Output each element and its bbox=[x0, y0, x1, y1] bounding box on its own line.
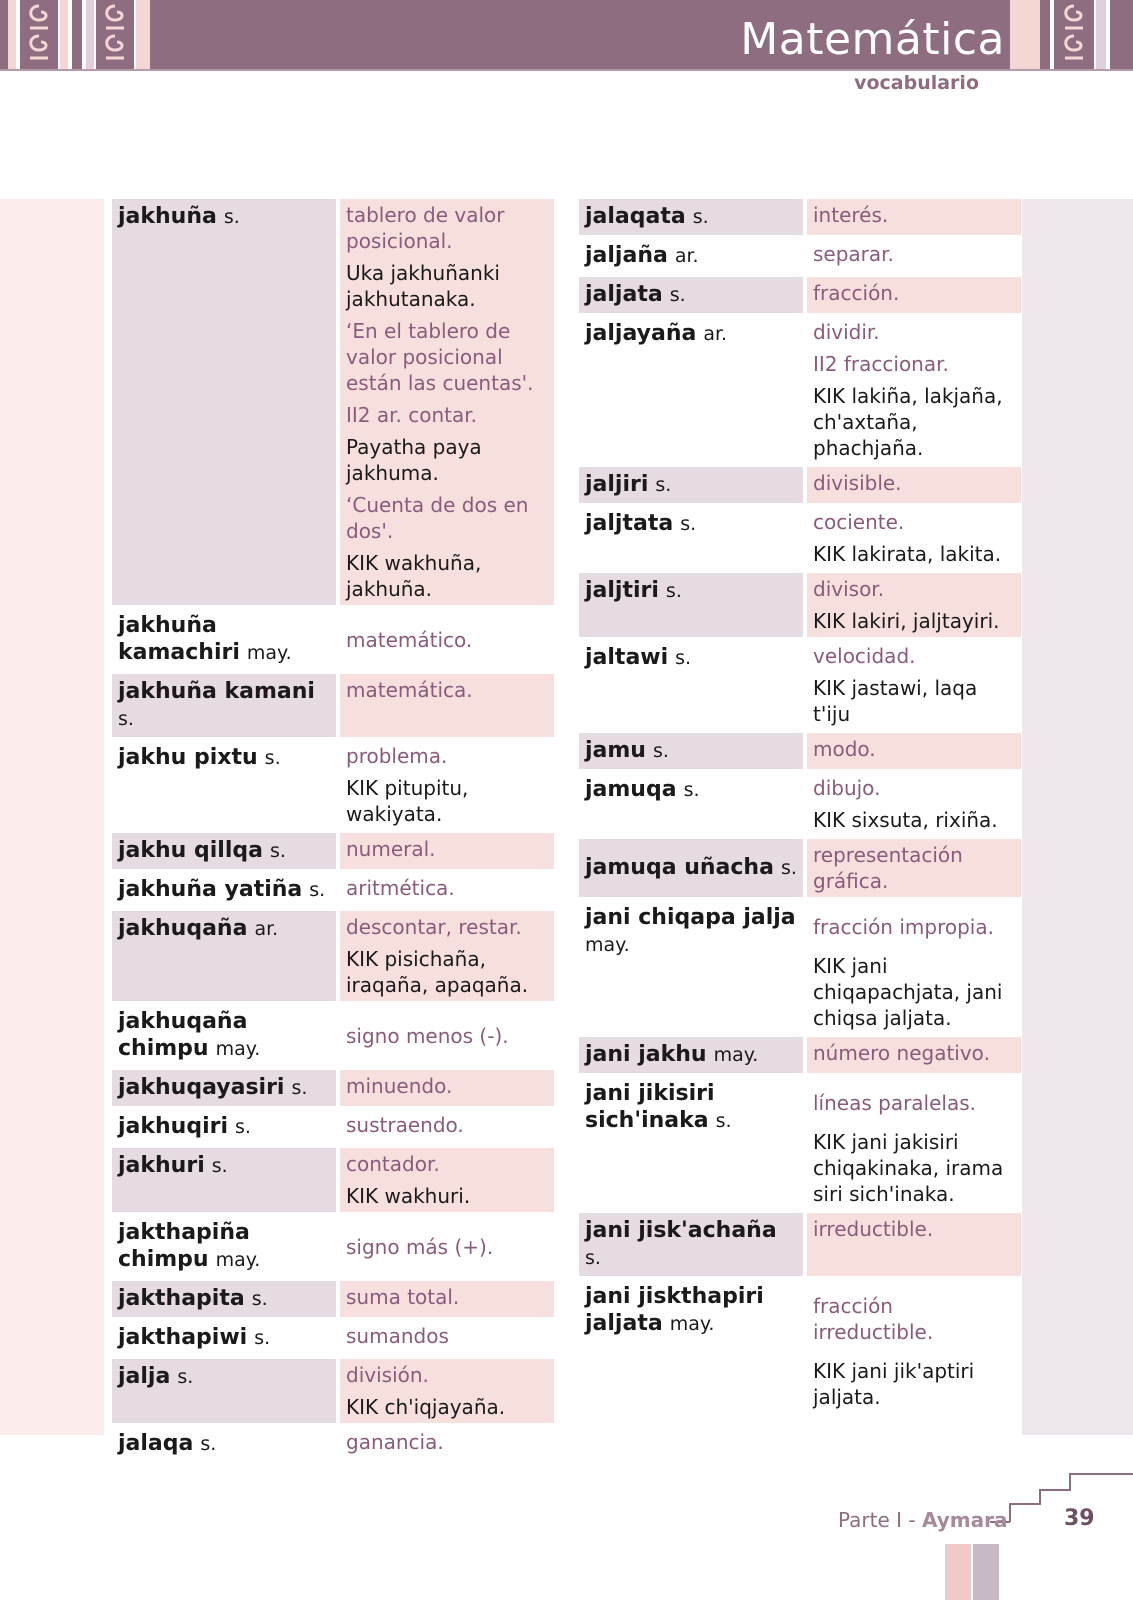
glossary-entry bbox=[579, 238, 1021, 274]
definition: signo menos (-). bbox=[346, 1023, 509, 1048]
synonyms: KIK wakhuri. bbox=[346, 1184, 471, 1208]
synonyms: KIK sixsuta, rixiña. bbox=[813, 808, 998, 832]
glossary-entry bbox=[112, 1359, 554, 1423]
synonyms: KIK lakiri, jaljtayiri. bbox=[813, 609, 1000, 633]
entry-term bbox=[112, 833, 336, 869]
definition: división. bbox=[346, 1363, 429, 1387]
entry-definitions bbox=[807, 506, 1021, 570]
entry-term bbox=[112, 199, 336, 605]
glossary-entry bbox=[579, 1037, 1021, 1073]
part-of-speech: s. bbox=[655, 474, 672, 496]
glossary-entry bbox=[112, 872, 554, 908]
definition: II2 fraccionar. bbox=[813, 352, 949, 376]
definition: dividir. bbox=[813, 320, 880, 344]
entry-definitions bbox=[807, 277, 1021, 313]
entry-term bbox=[579, 733, 803, 769]
entry-definitions bbox=[807, 900, 1021, 1034]
entry-term bbox=[112, 674, 336, 737]
entry-term bbox=[112, 1148, 336, 1212]
part-of-speech: may. bbox=[585, 934, 630, 956]
entry-definitions bbox=[340, 1320, 554, 1356]
entry-term bbox=[112, 1070, 336, 1106]
term-word: jalaqa bbox=[118, 1431, 194, 1456]
part-of-speech: s. bbox=[309, 879, 326, 901]
definition: matemático. bbox=[346, 627, 473, 652]
entry-definitions bbox=[340, 740, 554, 830]
part-of-speech: may. bbox=[246, 642, 292, 664]
definition: líneas paralelas. bbox=[813, 1091, 977, 1115]
term-word: jakhu pixtu bbox=[118, 745, 258, 770]
definition: tablero de valor posicional. bbox=[346, 203, 505, 253]
entry-term bbox=[112, 872, 336, 908]
definition: problema. bbox=[346, 744, 448, 768]
entry-term bbox=[112, 608, 336, 671]
term-word: jakhuqaña chimpu bbox=[118, 1009, 248, 1061]
term-word: jani chiqapa jalja bbox=[585, 905, 796, 930]
glossary-entry bbox=[112, 1070, 554, 1106]
glossary-entry bbox=[112, 1281, 554, 1317]
glossary-entry bbox=[579, 1076, 1021, 1210]
header-stripe bbox=[1096, 0, 1106, 70]
footer-stripe bbox=[945, 1544, 971, 1600]
definition: sustraendo. bbox=[346, 1113, 464, 1137]
footer-stairs-icon bbox=[990, 1468, 1133, 1600]
vocabulary-column-left bbox=[112, 199, 554, 1465]
definition: II2 ar. contar. bbox=[346, 403, 477, 427]
example-translation: ‘En el tablero de valor posicional están las cuentas'. bbox=[346, 319, 534, 395]
header-stripe bbox=[136, 0, 150, 70]
part-of-speech: s. bbox=[291, 1077, 308, 1099]
footer-section bbox=[838, 1508, 1007, 1532]
term-word: jakhuña kamani bbox=[118, 679, 315, 704]
glossary-entry bbox=[579, 772, 1021, 836]
definition: representación gráfica. bbox=[813, 843, 963, 893]
term-word: jakthapiwi bbox=[118, 1325, 248, 1350]
term-word: jamuqa bbox=[585, 777, 677, 802]
part-of-speech: may. bbox=[713, 1044, 759, 1066]
page-subtitle: vocabulario bbox=[854, 72, 979, 94]
definition: ganancia. bbox=[346, 1430, 444, 1454]
term-word: jalja bbox=[118, 1364, 171, 1389]
definition: fracción irreductible. bbox=[813, 1294, 934, 1344]
footer-stripe bbox=[973, 1544, 999, 1600]
definition: velocidad. bbox=[813, 644, 916, 668]
example-translation: ‘Cuenta de dos en dos'. bbox=[346, 493, 529, 543]
synonyms: KIK wakhuña, jakhuña. bbox=[346, 551, 482, 601]
term-word: jaljtiri bbox=[585, 578, 659, 603]
entry-definitions bbox=[340, 1109, 554, 1145]
part-of-speech: s. bbox=[780, 857, 797, 879]
part-of-speech: s. bbox=[680, 513, 697, 535]
part-of-speech: s. bbox=[692, 206, 709, 228]
part-of-speech: s. bbox=[177, 1366, 194, 1388]
glossary-entry bbox=[112, 674, 554, 737]
entry-definitions bbox=[340, 608, 554, 671]
entry-term bbox=[579, 839, 803, 897]
part-of-speech: s. bbox=[585, 1247, 601, 1269]
entry-definitions bbox=[340, 833, 554, 869]
synonyms: KIK lakiña, lakjaña, ch'axtaña, phachjaña. bbox=[813, 384, 1003, 460]
part-of-speech: may. bbox=[215, 1038, 261, 1060]
definition: contador. bbox=[346, 1152, 440, 1176]
definition: fracción. bbox=[813, 281, 900, 305]
example-sentence: Payatha paya jakhuma. bbox=[346, 435, 482, 485]
term-word: jaljtata bbox=[585, 511, 674, 536]
entry-term bbox=[579, 1076, 803, 1210]
glossary-entry bbox=[579, 900, 1021, 1034]
entry-definitions bbox=[807, 316, 1021, 464]
header-stripe bbox=[0, 0, 8, 70]
part-of-speech: s. bbox=[211, 1155, 228, 1177]
header-stripe bbox=[1010, 0, 1040, 70]
part-of-speech: s. bbox=[235, 1116, 251, 1138]
term-word: jakhuqiri bbox=[118, 1114, 229, 1139]
definition: matemática. bbox=[346, 678, 473, 702]
entry-term bbox=[579, 506, 803, 570]
term-word: jalaqata bbox=[585, 204, 686, 229]
term-word: jamuqa uñacha bbox=[585, 855, 774, 880]
left-margin-band bbox=[0, 199, 104, 1435]
glossary-entry bbox=[112, 1426, 554, 1462]
term-word: jakhuqaña bbox=[118, 916, 248, 941]
entry-definitions bbox=[340, 199, 554, 605]
definition: minuendo. bbox=[346, 1074, 453, 1098]
entry-term bbox=[112, 1215, 336, 1278]
example-sentence: Uka jakhuñanki jakhutanaka. bbox=[346, 261, 500, 311]
entry-definitions bbox=[807, 1279, 1021, 1413]
glossary-entry bbox=[112, 1004, 554, 1067]
entry-term bbox=[579, 772, 803, 836]
entry-term bbox=[579, 316, 803, 464]
header-rule bbox=[0, 69, 1133, 71]
entry-term bbox=[579, 467, 803, 503]
term-word: jakhuña bbox=[118, 204, 217, 229]
entry-definitions bbox=[340, 911, 554, 1001]
entry-definitions bbox=[340, 1215, 554, 1278]
glossary-entry bbox=[112, 1109, 554, 1145]
entry-definitions bbox=[340, 1426, 554, 1462]
entry-term bbox=[579, 1037, 803, 1073]
definition: separar. bbox=[813, 242, 894, 266]
entry-term bbox=[579, 1213, 803, 1276]
term-word: jakthapita bbox=[118, 1286, 245, 1311]
page-number: 39 bbox=[1064, 1506, 1095, 1531]
entry-term bbox=[112, 1359, 336, 1423]
entry-term bbox=[112, 1109, 336, 1145]
header-stripe bbox=[1110, 0, 1133, 70]
glossary-entry bbox=[579, 467, 1021, 503]
term-word: jakhuña kamachiri bbox=[118, 613, 240, 665]
synonyms: KIK pisichaña, iraqaña, apaqaña. bbox=[346, 947, 529, 997]
entry-term bbox=[579, 277, 803, 313]
entry-term bbox=[112, 911, 336, 1001]
entry-definitions bbox=[807, 772, 1021, 836]
term-word: jani jiskthapiri jaljata bbox=[585, 1284, 764, 1336]
synonyms: KIK lakirata, lakita. bbox=[813, 542, 1002, 566]
entry-term bbox=[579, 238, 803, 274]
entry-term bbox=[579, 573, 803, 637]
part-of-speech: s. bbox=[269, 840, 286, 862]
glossary-entry bbox=[579, 506, 1021, 570]
term-word: jaljiri bbox=[585, 472, 649, 497]
definition: descontar, restar. bbox=[346, 915, 522, 939]
term-word: jamu bbox=[585, 738, 646, 763]
entry-definitions bbox=[807, 733, 1021, 769]
glossary-entry bbox=[112, 911, 554, 1001]
definition: signo más (+). bbox=[346, 1234, 494, 1259]
term-word: jakhuqayasiri bbox=[118, 1075, 285, 1100]
glossary-entry bbox=[579, 1279, 1021, 1413]
entry-definitions bbox=[340, 872, 554, 908]
part-of-speech: s. bbox=[652, 740, 669, 762]
term-word: jakthapiña chimpu bbox=[118, 1220, 250, 1272]
term-word: jani jikisiri sich'inaka bbox=[585, 1081, 715, 1133]
synonyms: KIK jani jakisiri chiqakinaka, irama siri sich'inaka. bbox=[813, 1130, 1004, 1206]
definition: cociente. bbox=[813, 510, 905, 534]
definition: modo. bbox=[813, 737, 876, 761]
entry-term bbox=[579, 199, 803, 235]
header-ornament bbox=[1054, 0, 1094, 70]
page-title: Matemática bbox=[740, 14, 1005, 65]
definition: divisible. bbox=[813, 471, 902, 495]
entry-definitions bbox=[807, 1076, 1021, 1210]
definition: divisor. bbox=[813, 577, 885, 601]
part-of-speech: s. bbox=[669, 284, 686, 306]
term-word: jaljayaña bbox=[585, 321, 697, 346]
entry-term bbox=[579, 900, 803, 1034]
vocabulary-column-right bbox=[579, 199, 1021, 1416]
entry-term bbox=[112, 1281, 336, 1317]
glossary-entry bbox=[112, 199, 554, 605]
part-of-speech: s. bbox=[675, 647, 692, 669]
entry-definitions bbox=[807, 573, 1021, 637]
entry-definitions bbox=[807, 1037, 1021, 1073]
header-stripe bbox=[8, 0, 16, 70]
part-of-speech: s. bbox=[251, 1288, 268, 1310]
glossary-entry bbox=[579, 573, 1021, 637]
part-of-speech: s. bbox=[223, 206, 240, 228]
glossary-entry bbox=[579, 199, 1021, 235]
glossary-entry bbox=[112, 740, 554, 830]
glossary-entry bbox=[579, 1213, 1021, 1276]
part-of-speech: ar. bbox=[674, 245, 699, 267]
definition: suma total. bbox=[346, 1285, 460, 1309]
term-word: jaltawi bbox=[585, 645, 669, 670]
part-of-speech: s. bbox=[200, 1433, 217, 1455]
entry-term bbox=[579, 1279, 803, 1413]
right-margin-band bbox=[1022, 199, 1133, 1435]
entry-definitions bbox=[340, 1359, 554, 1423]
entry-definitions bbox=[340, 1281, 554, 1317]
part-of-speech: may. bbox=[669, 1313, 715, 1335]
glossary-entry bbox=[112, 1320, 554, 1356]
header-stripe bbox=[60, 0, 68, 70]
glossary-entry bbox=[579, 733, 1021, 769]
part-of-speech: may. bbox=[215, 1249, 261, 1271]
term-word: jaljaña bbox=[585, 243, 668, 268]
definition: interés. bbox=[813, 203, 889, 227]
definition: dibujo. bbox=[813, 776, 881, 800]
header-stripe bbox=[86, 0, 94, 70]
synonyms: KIK jani jik'aptiri jaljata. bbox=[813, 1359, 975, 1409]
glossary-entry bbox=[579, 277, 1021, 313]
term-word: jani jakhu bbox=[585, 1042, 707, 1067]
term-word: jakhu qillqa bbox=[118, 838, 263, 863]
part-of-speech: s. bbox=[264, 747, 281, 769]
part-of-speech: s. bbox=[118, 708, 134, 730]
synonyms: KIK ch'iqjayaña. bbox=[346, 1395, 506, 1419]
entry-definitions bbox=[340, 1004, 554, 1067]
term-word: jaljata bbox=[585, 282, 663, 307]
glossary-entry bbox=[579, 316, 1021, 464]
part-of-speech: s. bbox=[665, 580, 682, 602]
entry-term bbox=[112, 740, 336, 830]
synonyms: KIK jastawi, laqa t'iju bbox=[813, 676, 978, 726]
term-word: jakhuña yatiña bbox=[118, 877, 303, 902]
definition: irreductible. bbox=[813, 1217, 934, 1241]
definition: numeral. bbox=[346, 837, 436, 861]
term-word: jani jisk'achaña bbox=[585, 1218, 777, 1243]
header-ornament bbox=[96, 0, 134, 70]
glossary-entry bbox=[112, 833, 554, 869]
entry-definitions bbox=[340, 1148, 554, 1212]
definition: aritmética. bbox=[346, 876, 455, 900]
spiral-ornament-icon bbox=[96, 0, 134, 70]
entry-term bbox=[112, 1004, 336, 1067]
glossary-entry bbox=[112, 608, 554, 671]
spiral-ornament-icon bbox=[20, 0, 58, 70]
entry-definitions bbox=[340, 674, 554, 737]
entry-term bbox=[112, 1426, 336, 1462]
glossary-entry bbox=[112, 1148, 554, 1212]
part-of-speech: ar. bbox=[254, 918, 279, 940]
definition: sumandos bbox=[346, 1324, 449, 1348]
footer-language-label: Aymara bbox=[921, 1508, 1008, 1532]
entry-definitions bbox=[807, 238, 1021, 274]
header-stripe bbox=[72, 0, 82, 70]
glossary-entry bbox=[579, 640, 1021, 730]
synonyms: KIK pitupitu, wakiyata. bbox=[346, 776, 469, 826]
header-stripe bbox=[1040, 0, 1050, 70]
term-word: jakhuri bbox=[118, 1153, 205, 1178]
definition: número negativo. bbox=[813, 1041, 990, 1065]
entry-definitions bbox=[340, 1070, 554, 1106]
entry-definitions bbox=[807, 467, 1021, 503]
part-of-speech: s. bbox=[254, 1327, 271, 1349]
glossary-entry bbox=[579, 839, 1021, 897]
entry-term bbox=[112, 1320, 336, 1356]
glossary-entry bbox=[112, 1215, 554, 1278]
entry-definitions bbox=[807, 839, 1021, 897]
entry-term bbox=[579, 640, 803, 730]
entry-definitions bbox=[807, 1213, 1021, 1276]
part-of-speech: s. bbox=[715, 1110, 732, 1132]
entry-definitions bbox=[807, 199, 1021, 235]
spiral-ornament-icon bbox=[1054, 0, 1094, 70]
definition: fracción impropia. bbox=[813, 915, 994, 939]
entry-definitions bbox=[807, 640, 1021, 730]
header-ornament bbox=[20, 0, 58, 70]
synonyms: KIK jani chiqapachjata, jani chiqsa jaljata. bbox=[813, 954, 1003, 1030]
part-of-speech: s. bbox=[683, 779, 700, 801]
footer-part-label: Parte I - bbox=[838, 1508, 916, 1532]
part-of-speech: ar. bbox=[703, 323, 728, 345]
